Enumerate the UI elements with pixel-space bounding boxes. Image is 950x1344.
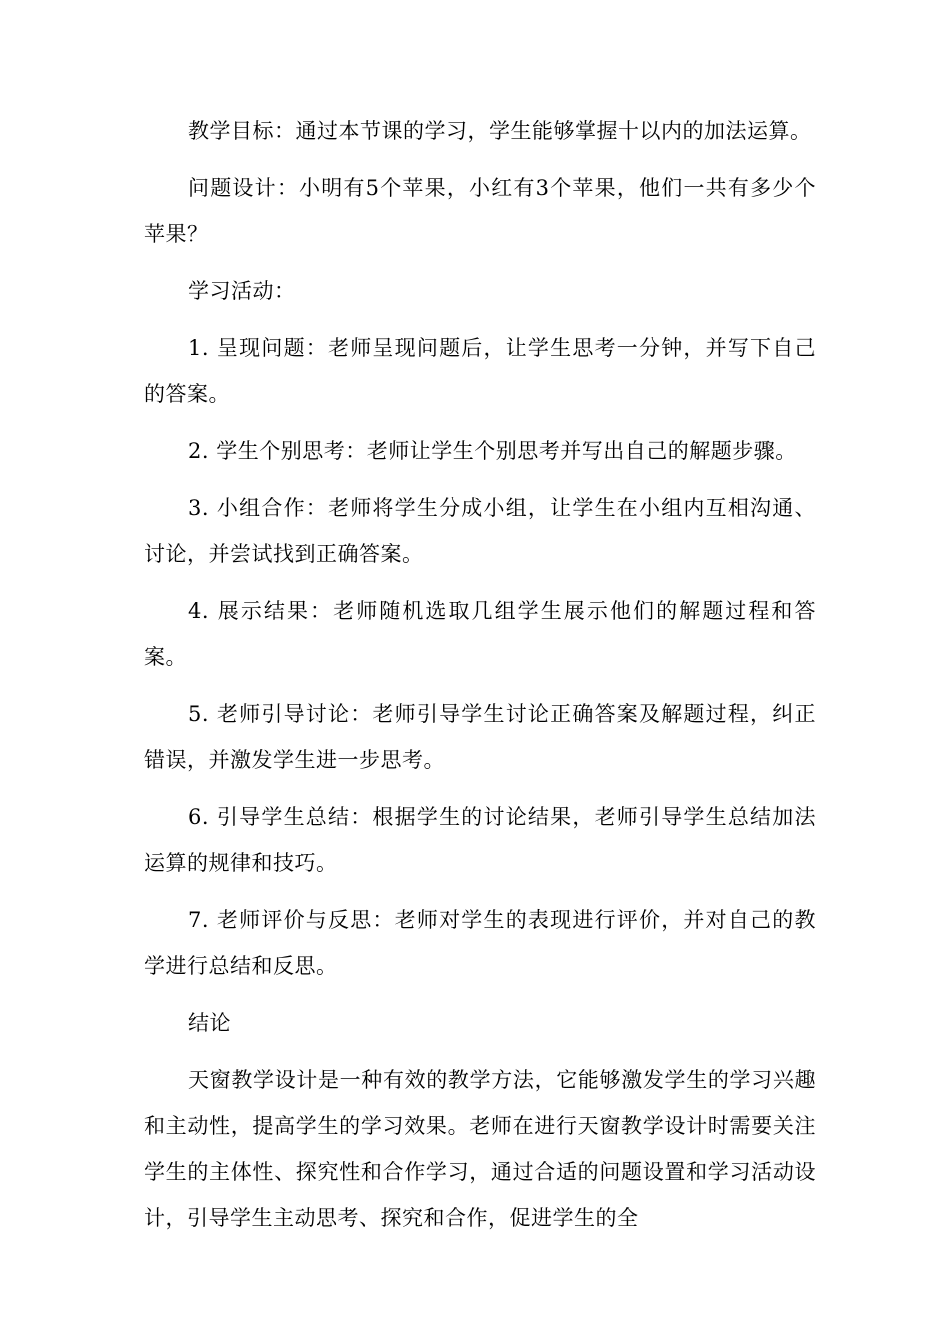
paragraph-step-2: 2. 学生个别思考：老师让学生个别思考并写出自己的解题步骤。 xyxy=(188,439,797,463)
paragraph-step-3: 3. 小组合作：老师将学生分成小组，让学生在小组内互相沟通、讨论，并尝试找到正确答案。 xyxy=(144,496,816,566)
paragraph-step-1: 1. 呈现问题：老师呈现问题后，让学生思考一分钟，并写下自己的答案。 xyxy=(144,336,816,406)
paragraph-activities-heading: 学习活动： xyxy=(188,279,296,303)
paragraph-conclusion-heading: 结论 xyxy=(188,1011,231,1035)
paragraph-conclusion-body: 天窗教学设计是一种有效的教学方法，它能够激发学生的学习兴趣和主动性，提高学生的学习效果。老师在进行天窗教学设计时需要关注学生的主体性、探究性和合作学习，通过合适的问题设置和学习活动设计，引导学生主动思考、探究和合作，促进学生的全 xyxy=(144,1068,816,1230)
paragraph-teaching-goal: 教学目标：通过本节课的学习，学生能够掌握十以内的加法运算。 xyxy=(188,119,812,143)
paragraph-step-4: 4. 展示结果：老师随机选取几组学生展示他们的解题过程和答案。 xyxy=(144,599,816,669)
paragraph-step-7: 7. 老师评价与反思：老师对学生的表现进行评价，并对自己的教学进行总结和反思。 xyxy=(144,908,816,978)
document-body xyxy=(144,108,816,1241)
paragraph-problem-design: 问题设计：小明有5个苹果，小红有3个苹果，他们一共有多少个苹果？ xyxy=(144,176,816,246)
paragraph-step-6: 6. 引导学生总结：根据学生的讨论结果，老师引导学生总结加法运算的规律和技巧。 xyxy=(144,805,816,875)
paragraph-step-5: 5. 老师引导讨论：老师引导学生讨论正确答案及解题过程，纠正错误，并激发学生进一步思考。 xyxy=(144,702,816,772)
